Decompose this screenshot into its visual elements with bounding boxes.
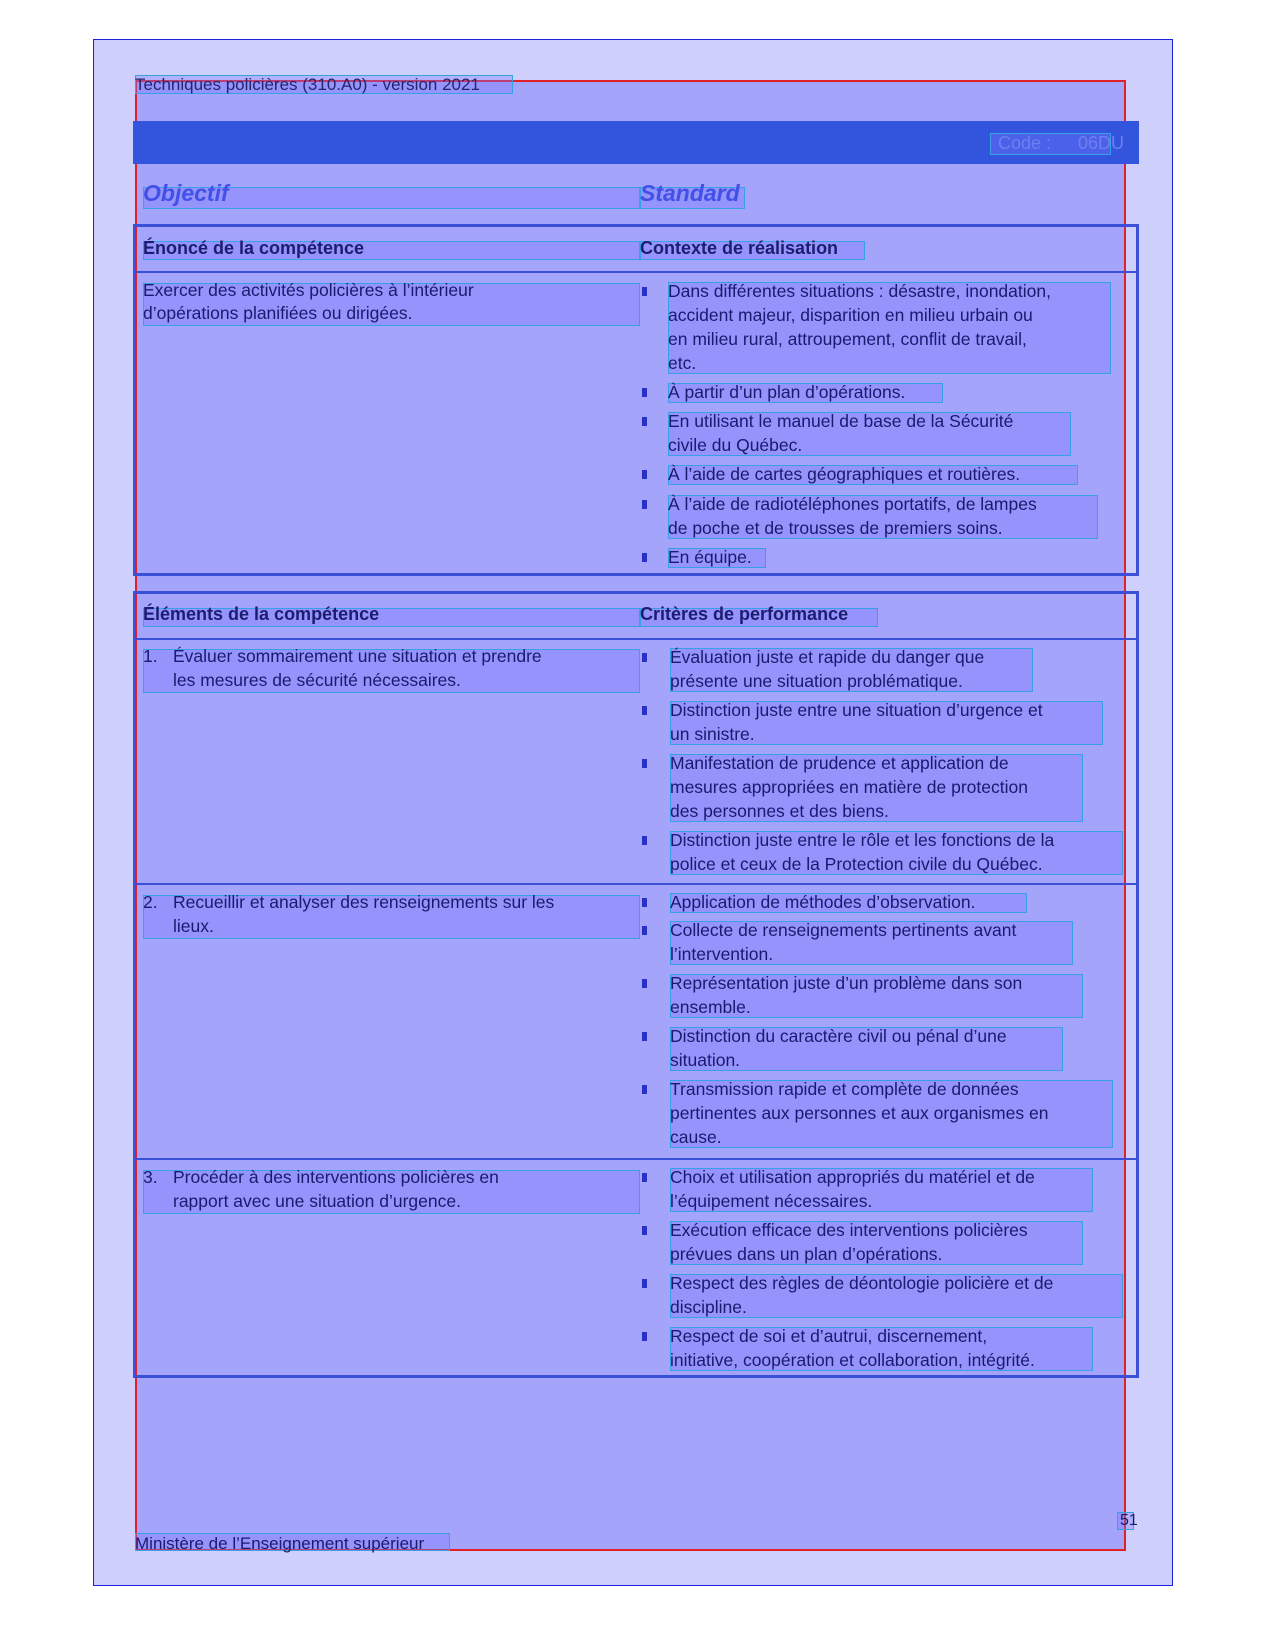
bullet-icon	[642, 500, 647, 509]
bullet-icon	[642, 1085, 647, 1094]
contexte-line: en milieu rural, attroupement, conflit de travail,	[668, 329, 1027, 349]
bullet-icon	[642, 926, 647, 935]
critere-line: des personnes et des biens.	[670, 801, 889, 821]
element-line: Évaluer sommairement une situation et prendre	[173, 646, 542, 666]
critere-line: Distinction du caractère civil ou pénal d’une	[670, 1026, 1007, 1046]
critere-line: police et ceux de la Protection civile du Québec.	[670, 854, 1043, 874]
row-divider	[136, 1158, 1136, 1160]
bullet-icon	[642, 1332, 647, 1341]
element-number: 2.	[143, 892, 158, 912]
code-value: 06DU	[1078, 133, 1125, 153]
bullet-icon	[642, 1032, 647, 1041]
bullet-icon	[642, 1279, 647, 1288]
critere-line: initiative, coopération et collaboration, intégrité.	[670, 1350, 1035, 1370]
critere-line: Collecte de renseignements pertinents avant	[670, 920, 1017, 940]
standard-title: Standard	[640, 180, 740, 206]
element-number: 3.	[143, 1167, 158, 1187]
bullet-icon	[642, 759, 647, 768]
row-divider	[136, 883, 1136, 885]
bullet-icon	[642, 836, 647, 845]
bullet-icon	[642, 979, 647, 988]
enonce-line: d’opérations planifiées ou dirigées.	[143, 303, 413, 323]
critere-line: situation.	[670, 1050, 741, 1070]
header-divider	[136, 271, 1136, 273]
critere-line: Respect des règles de déontologie policière et de	[670, 1273, 1054, 1293]
contexte-line: etc.	[668, 353, 697, 373]
bullet-icon	[642, 898, 647, 907]
elements-heading: Éléments de la compétence	[143, 604, 380, 624]
contexte-line: accident majeur, disparition en milieu urbain ou	[668, 305, 1033, 325]
bullet-icon	[642, 553, 647, 562]
critere-line: Exécution efficace des interventions policières	[670, 1220, 1028, 1240]
critere-line: mesures appropriées en matière de protection	[670, 777, 1028, 797]
element-line: Recueillir et analyser des renseignements sur les	[173, 892, 555, 912]
contexte-line: Dans différentes situations : désastre, inondation,	[668, 281, 1051, 301]
code-bar	[133, 121, 1139, 164]
critere-line: discipline.	[670, 1297, 747, 1317]
contexte-line: En équipe.	[668, 547, 752, 567]
bullet-icon	[642, 417, 647, 426]
element-line: les mesures de sécurité nécessaires.	[173, 670, 461, 690]
critere-line: Distinction juste entre une situation d’urgence et	[670, 700, 1043, 720]
element-line: rapport avec une situation d’urgence.	[173, 1191, 461, 1211]
critere-line: prévues dans un plan d’opérations.	[670, 1244, 943, 1264]
contexte-line: civile du Québec.	[668, 435, 803, 455]
critere-line: pertinentes aux personnes et aux organismes en	[670, 1103, 1049, 1123]
critere-line: l’intervention.	[670, 944, 774, 964]
critere-line: Manifestation de prudence et application de	[670, 753, 1009, 773]
critere-line: ensemble.	[670, 997, 751, 1017]
bullet-icon	[642, 1226, 647, 1235]
enonce-line: Exercer des activités policières à l’intérieur	[143, 280, 474, 300]
critere-line: un sinistre.	[670, 724, 755, 744]
bullet-icon	[642, 287, 647, 296]
objectif-title: Objectif	[143, 180, 229, 206]
contexte-heading: Contexte de réalisation	[640, 238, 839, 258]
element-line: lieux.	[173, 916, 214, 936]
enonce-heading: Énoncé de la compétence	[143, 238, 365, 258]
bullet-icon	[642, 706, 647, 715]
critere-line: Application de méthodes d’observation.	[670, 892, 976, 912]
contexte-line: En utilisant le manuel de base de la Sécurité	[668, 411, 1014, 431]
element-line: Procéder à des interventions policières en	[173, 1167, 499, 1187]
contexte-line: À l’aide de radiotéléphones portatifs, de lampes	[668, 494, 1037, 514]
critere-line: Évaluation juste et rapide du danger que	[670, 647, 985, 667]
critere-line: Distinction juste entre le rôle et les fonctions de la	[670, 830, 1055, 850]
contexte-line: À partir d’un plan d’opérations.	[668, 382, 906, 402]
bullet-icon	[642, 388, 647, 397]
critere-line: Représentation juste d’un problème dans son	[670, 973, 1023, 993]
header-divider	[136, 638, 1136, 640]
contexte-line: de poche et de trousses de premiers soins.	[668, 518, 1003, 538]
critere-line: Transmission rapide et complète de données	[670, 1079, 1019, 1099]
bullet-icon	[642, 470, 647, 479]
critere-line: l’équipement nécessaires.	[670, 1191, 873, 1211]
critere-line: cause.	[670, 1127, 722, 1147]
program-header: Techniques policières (310.A0) - version 2021	[135, 75, 480, 94]
bullet-icon	[642, 1173, 647, 1182]
criteres-heading: Critères de performance	[640, 604, 849, 624]
bullet-icon	[642, 653, 647, 662]
page-number: 51	[1120, 1512, 1138, 1529]
critere-line: présente une situation problématique.	[670, 671, 963, 691]
critere-line: Respect de soi et d’autrui, discernement,	[670, 1326, 988, 1346]
code-label: Code :	[998, 133, 1052, 153]
contexte-line: À l’aide de cartes géographiques et routières.	[668, 464, 1021, 484]
ministry-footer: Ministère de l’Enseignement supérieur	[135, 1534, 425, 1553]
critere-line: Choix et utilisation appropriés du matériel et de	[670, 1167, 1035, 1187]
element-number: 1.	[143, 646, 158, 666]
